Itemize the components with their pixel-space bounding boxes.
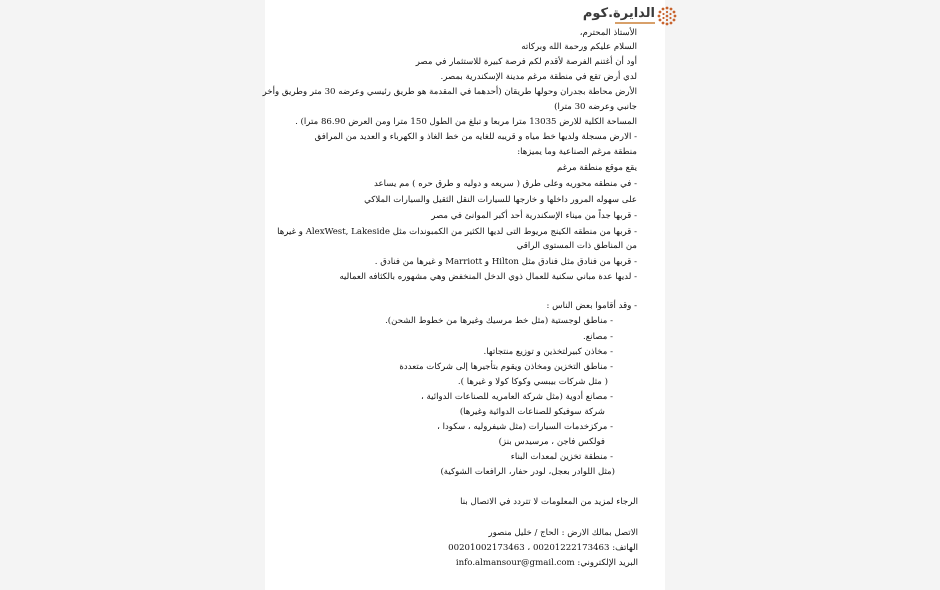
brand-name: الدايرة.كوم: [582, 6, 655, 21]
contact-owner: الاتصل بمالك الارض : الحاج / خليل منصور: [488, 528, 638, 538]
contact-email[interactable]: البريد الإلكتروني: info.almansour@gmail.com: [455, 558, 638, 568]
businesses-heading: - وقد أقاموا بعض الناس :: [546, 301, 637, 311]
greeting: السلام عليكم ورحمة الله وبركاته: [521, 42, 637, 52]
land-location: لدي أرض تقع في منطقة مرغم مدينة الإسكندرية بمصر.: [440, 72, 637, 82]
land-roads: الأرض محاطة بجدران وحولها طريقان (أحدهما في المقدمة هو طريق رئيسي وعرضه 30 متر وطريق وأخر: [262, 87, 637, 97]
business-item: - منطقة تخزين لمعدات البناء: [510, 452, 613, 462]
intro-line: أود أن أغتنم الفرصة لأقدم لكم فرصة كبيرة للاستثمار في مصر: [415, 57, 637, 67]
land-area: المساحة الكلية للارض 13035 مترا مربعا و تبلغ من الطول 150 مترا ومن العرض 86.90 مترا) .: [295, 117, 637, 127]
business-item-cont: فولكس فاجن ، مرسيدس بنز): [498, 437, 605, 447]
salutation: الأستاذ المحترم،: [579, 28, 637, 38]
brand-underline: [615, 22, 655, 24]
section-heading-features: منطقة مرغم الصناعية وما يميزها:: [517, 147, 637, 157]
feature-item-cont: على سهوله المرور داخلها و خارجها للسيارات النقل الثقيل والسيارات الملاكي: [364, 195, 637, 205]
feature-item-cont: من المناطق ذات المستوى الراقي: [516, 241, 637, 251]
feature-item: - قربها من منطقه الكينج مريوط التى لديها الكثير من الكمبوندات مثل AlexWest, Lakeside و غيرها: [277, 227, 637, 237]
business-item: - مصانع أدوية (مثل شركة العامريه للصناعات الدوائية ،: [421, 392, 613, 402]
business-item: - مركزخدمات السيارات (مثل شيفروليه ، سكودا ،: [437, 422, 613, 432]
land-roads-cont: جانبي وعرضه 30 مترا): [554, 102, 637, 112]
business-item: - مناطق التخزين ومخاذن ويقوم بتأجيرها إلى شركات متعددة: [399, 362, 613, 372]
brand-logo: [582, 5, 677, 27]
business-item: - مصانع.: [582, 332, 613, 342]
contact-phone: الهاتف: 00201222173463 ، 00201002173463: [448, 543, 638, 553]
feature-item: - في منطقه محوريه وعلى طرق ( سريعه و دوليه و طرق حره ) مم يساعد: [374, 179, 637, 189]
feature-intro: يقع موقع منطقة مرغم: [557, 163, 637, 173]
business-item: - مناطق لوجستية (مثل خط مرسيك وغيرها من خطوط الشحن).: [385, 316, 613, 326]
business-item-cont: شركة سوفيكو للصناعات الدوائية وغيرها): [459, 407, 605, 417]
brand-sunburst-icon: [657, 6, 677, 26]
contact-invitation: الرجاء لمزيد من المعلومات لا تتردد في الاتصال بنا: [460, 497, 638, 507]
business-item: - مخاذن كبيرلتخذين و توزيع منتجاتها.: [483, 347, 613, 357]
feature-item: - لديها عدة مباني سكنية للعمال ذوي الدخل المنخفض وهي مشهوره بالكثافه العماليه: [339, 272, 637, 282]
business-item-cont: ( مثل شركات بيبسي وكوكا كولا و غيرها ).: [457, 377, 608, 387]
feature-item: - قربها جداً من ميناء الإسكندرية أحد أكبر الموانئ في مصر: [431, 211, 637, 221]
land-utilities: - الارض مسجلة ولديها خط مياه و قريبه للغايه من خط الغاذ و الكهرباء و العديد من المرافق: [314, 132, 637, 142]
feature-item: - قربها من فنادق مثل فنادق مثل Hilton و Marriott و غيرها من فنادق .: [374, 257, 637, 267]
business-item-cont: (مثل اللوادر بعجل، لودر حفار، الرافعات الشوكية): [440, 467, 615, 477]
